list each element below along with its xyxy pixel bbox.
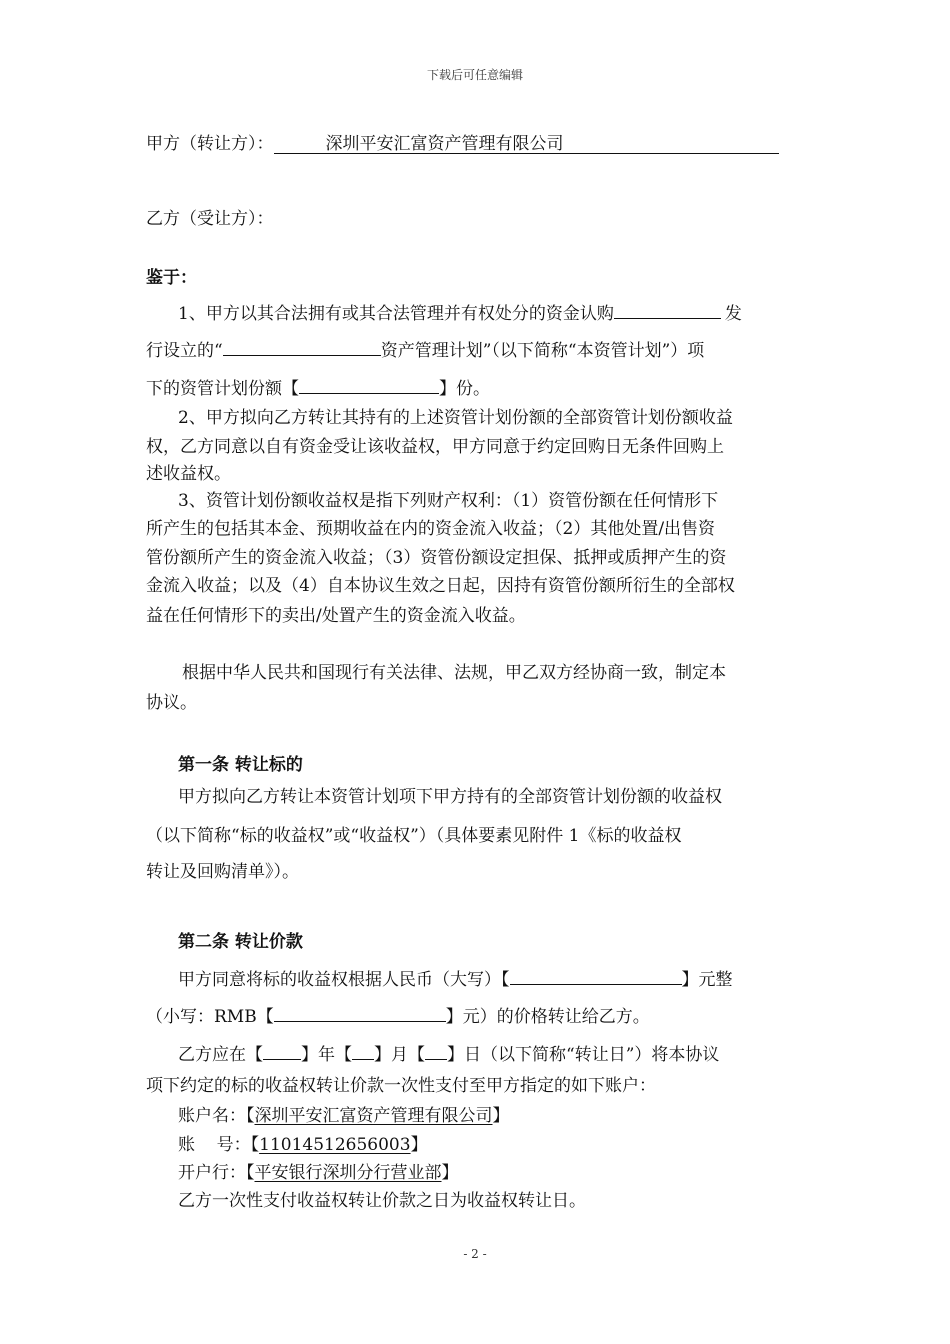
blank-amount-figures [274, 1001, 446, 1022]
whereas-clause2-line3: 述收益权。 [146, 464, 231, 484]
party-a-name-field [274, 133, 779, 154]
blank-year [263, 1039, 301, 1060]
account-number-label: 账 号：【 [178, 1135, 260, 1155]
account-number-value: 11014512656003 [259, 1135, 411, 1155]
account-name-label: 账户名：【 [178, 1106, 255, 1126]
whereas-clause2-line1: 2、甲方拟向乙方转让其持有的上述资管计划份额的全部资管计划份额收益 [178, 408, 733, 428]
preamble-line1: 根据中华人民共和国现行有关法律、法规，甲乙双方经协商一致，制定本 [182, 663, 726, 683]
article2-line1: 甲方同意将标的收益权根据人民币（大写）【 】元整 [178, 964, 733, 991]
account-name-line: 账户名：【深圳平安汇富资产管理有限公司】 [178, 1106, 510, 1126]
whereas-clause3-line3: 管份额所产生的资金流入收益；（3）资管份额设定担保、抵押或质押产生的资 [146, 548, 727, 568]
account-name-value: 深圳平安汇富资产管理有限公司 [254, 1106, 493, 1126]
article1-line1: 甲方拟向乙方转让本资管计划项下甲方持有的全部资管计划份额的收益权 [178, 787, 722, 807]
whereas-clause1-line1: 1、甲方以其合法拥有或其合法管理并有权处分的资金认购 发 [178, 298, 742, 325]
account-number-line: 账 号：【11014512656003】 [178, 1135, 428, 1155]
bank-line: 开户行：【平安银行深圳分行营业部】 [178, 1163, 459, 1183]
blank-plan-name [223, 335, 381, 356]
party-a-label: 甲方（转让方）： [146, 134, 274, 154]
page-number: - 2 - [463, 1247, 487, 1261]
whereas-clause1-line2: 行设立的“ 资产管理计划”（以下简称“本资管计划”）项 [146, 335, 704, 362]
bank-label: 开户行：【 [178, 1163, 255, 1183]
article2-line3: 乙方应在【 】年【 】月【 】日（以下简称“转让日”）将本协议 [178, 1039, 719, 1066]
whereas-clause1-line3: 下的资管计划份额【 】份。 [146, 373, 490, 400]
whereas-title: 鉴于： [146, 268, 197, 288]
whereas-clause2-line2: 权，乙方同意以自有资金受让该收益权，甲方同意于约定回购日无条件回购上 [146, 437, 724, 457]
page-header: 下载后可任意编辑 [426, 68, 523, 82]
article1-line3: 转让及回购清单》）。 [146, 862, 299, 882]
blank-subscription [614, 298, 721, 319]
party-a-line [146, 133, 779, 155]
article1-title: 第一条 转让标的 [178, 755, 303, 775]
article2-line2: （小写：RMB【 】元）的价格转让给乙方。 [146, 1001, 650, 1028]
bank-value: 平安银行深圳分行营业部 [254, 1163, 442, 1183]
blank-shares [299, 373, 439, 394]
article2-title: 第二条 转让价款 [178, 932, 303, 952]
whereas-clause3-line2: 所产生的包括其本金、预期收益在内的资金流入收益；（2）其他处置/出售资 [146, 519, 716, 539]
party-a-name: 深圳平安汇富资产管理有限公司 [325, 134, 564, 154]
whereas-clause3-line1: 3、资管计划份额收益权是指下列财产权利：（1）资管份额在任何情形下 [178, 491, 719, 511]
preamble-line2: 协议。 [146, 693, 197, 713]
blank-amount-words [510, 964, 682, 985]
article2-line4: 项下约定的标的收益权转让价款一次性支付至甲方指定的如下账户： [146, 1076, 656, 1096]
whereas-clause3-line4: 金流入收益；以及（4）自本协议生效之日起，因持有资管份额所衍生的全部权 [146, 576, 735, 596]
blank-day [425, 1039, 447, 1060]
blank-month [352, 1039, 374, 1060]
party-b-label: 乙方（受让方）： [146, 209, 274, 229]
article1-line2: （以下简称“标的收益权”或“收益权”）（具体要素见附件 1《标的收益权 [146, 826, 682, 846]
whereas-clause3-line5: 益在任何情形下的卖出/处置产生的资金流入收益。 [146, 606, 526, 626]
article2-last-line: 乙方一次性支付收益权转让价款之日为收益权转让日。 [178, 1191, 586, 1211]
